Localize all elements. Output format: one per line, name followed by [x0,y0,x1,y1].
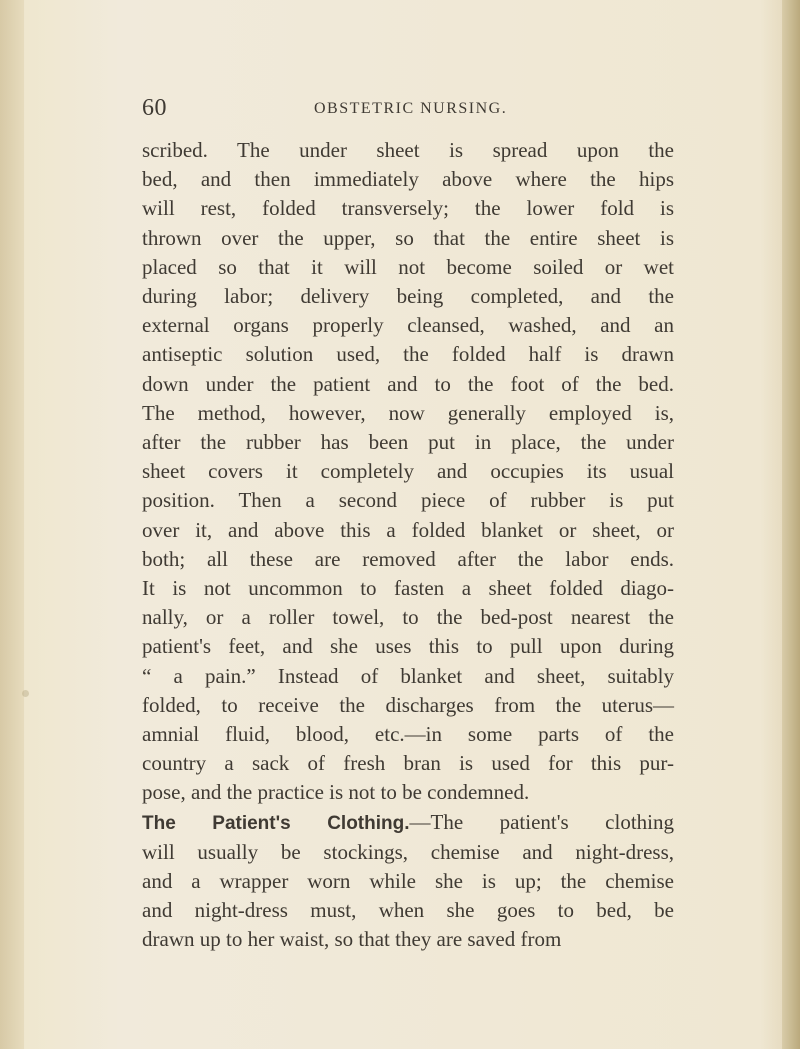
page-header [142,97,642,127]
text-line: during labor; delivery being completed, and the [142,284,674,309]
left-page-edge [0,0,24,1049]
page-text [142,136,674,955]
text-line: both; all these are removed after the labor ends. [142,546,674,571]
text-line: antiseptic solution used, the folded half is drawn [142,342,674,367]
text-line: pose, and the practice is not to be condemned. [142,780,530,805]
text-line: placed so that it will not become soiled or wet [142,254,674,279]
text-line: position. Then a second piece of rubber is put [142,488,674,513]
running-title: OBSTETRIC NURSING. [314,100,508,117]
text-line: “ a pain.” Instead of blanket and sheet, suitably [142,663,674,688]
text-line: bed, and then immediately above where the hips [142,167,674,192]
text-line: will usually be stockings, chemise and night-dress, [142,839,674,864]
text-line: country a sack of fresh bran is used for this pur- [142,751,674,776]
text-line: will rest, folded transversely; the lower fold is [142,196,674,221]
text-line: scribed. The under sheet is spread upon the [142,138,674,162]
text-line: amnial fluid, blood, etc.—in some parts of the [142,722,674,747]
text-line: and a wrapper worn while she is up; the chemise [142,869,674,894]
section-heading: The Patient's Clothing. [142,812,410,834]
section-first-line [142,808,674,838]
text-line: and night-dress must, when she goes to bed, be [142,898,674,923]
text-line: down under the patient and to the foot of the bed. [142,371,674,396]
text-line: patient's feet, and she uses this to pull upon during [142,634,674,659]
text-line: drawn up to her waist, so that they are saved from [142,927,562,952]
right-page-edge [782,0,800,1049]
page-number: 60 [142,95,167,121]
text-line: folded, to receive the discharges from the uterus— [142,692,674,717]
text-line: It is not uncommon to fasten a sheet folded diago- [142,576,674,601]
text-line: external organs properly cleansed, washed, and an [142,313,674,338]
text-line: over it, and above this a folded blanket or sheet, or [142,517,674,542]
text-line: nally, or a roller towel, to the bed-post nearest the [142,605,674,630]
text-line: The method, however, now generally employed is, [142,400,674,425]
text-line: after the rubber has been put in place, the under [142,430,674,455]
text-line: thrown over the upper, so that the entire sheet is [142,225,674,250]
section-first-line-text: —The patient's clothing [409,809,674,834]
text-line: sheet covers it completely and occupies its usual [142,459,674,484]
paper-spot [22,690,29,697]
